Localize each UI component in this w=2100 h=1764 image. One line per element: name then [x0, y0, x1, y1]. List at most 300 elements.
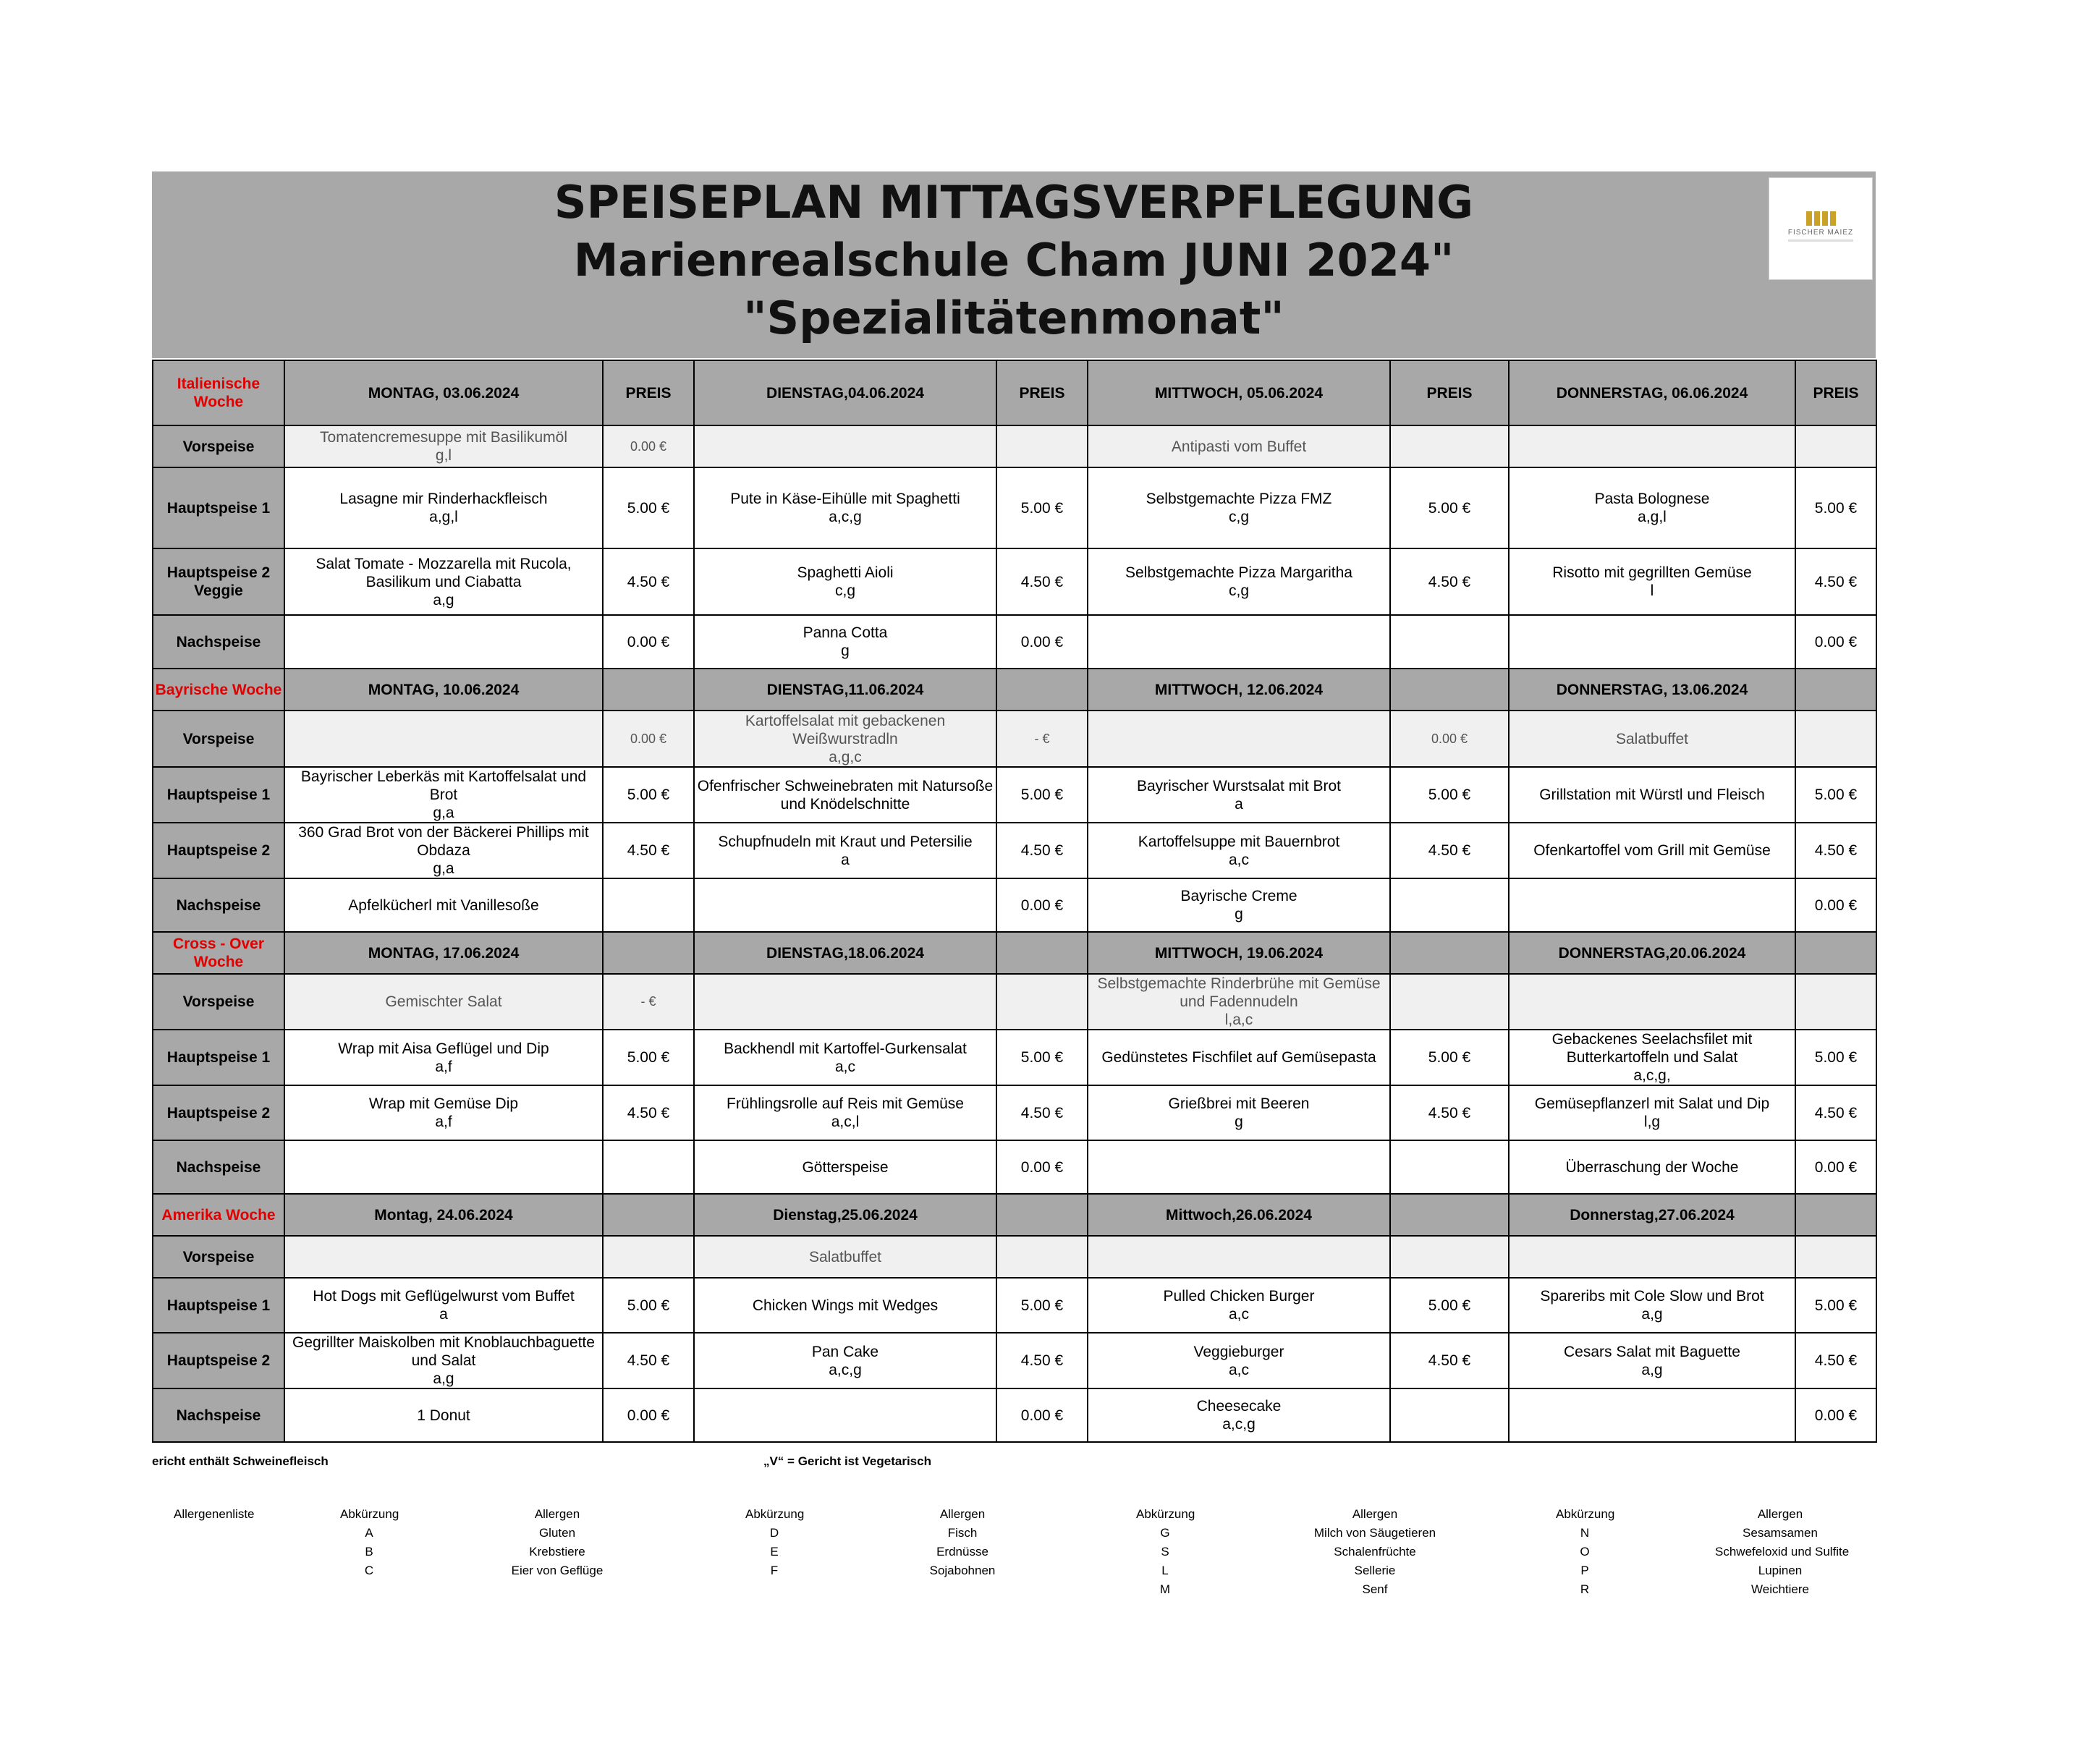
price-heading: [996, 1194, 1088, 1236]
dish-price: 4.50 €: [1390, 1333, 1509, 1388]
dish-cell: [1509, 974, 1795, 1030]
dish-price: 5.00 €: [996, 1278, 1088, 1333]
dish-cell: [284, 548, 603, 615]
course-label: Hauptspeise 2: [153, 1333, 284, 1388]
dish-cell: [694, 878, 996, 932]
dish-cell: [1088, 974, 1390, 1030]
day-heading: DONNERSTAG,20.06.2024: [1509, 932, 1795, 974]
price-heading: PREIS: [603, 360, 694, 425]
course-label: Vorspeise: [153, 974, 284, 1030]
menu-row: [153, 467, 1876, 548]
dish-name: Chicken Wings mit Wedges: [752, 1297, 939, 1314]
allergen-code: R: [1580, 1582, 1590, 1596]
dish-allergens: g,l: [435, 447, 452, 464]
dish-cell: [284, 467, 603, 548]
dish-name: 360 Grad Brot von der Bäckerei Phillips mit Obdaza: [298, 824, 589, 859]
dish-cell: [1088, 823, 1390, 878]
dish-price: 0.00 €: [996, 1388, 1088, 1442]
week-day-header-row: [153, 360, 1876, 425]
allergen-name: Krebstiere: [529, 1545, 585, 1559]
dish-name: Gedünstetes Fischfilet auf Gemüsepasta: [1101, 1049, 1376, 1066]
dish-cell: [284, 767, 603, 823]
dish-name: Selbstgemachte Pizza Margaritha: [1125, 564, 1352, 581]
dish-name: Kartoffelsalat mit gebackenen Weißwurstradln: [745, 712, 946, 747]
allergen-code: L: [1161, 1564, 1169, 1577]
dish-price: [1390, 878, 1509, 932]
dish-name: Gemischter Salat: [385, 993, 502, 1010]
price-heading: [1795, 669, 1876, 711]
dish-name: Antipasti vom Buffet: [1171, 438, 1307, 455]
dish-price: [1795, 1236, 1876, 1278]
price-heading: [1795, 1194, 1876, 1236]
dish-price: 0.00 €: [996, 878, 1088, 932]
dish-name: Gebackenes Seelachsfilet mit Butterkartoffeln und Salat: [1551, 1031, 1753, 1066]
dish-name: Selbstgemachte Rinderbrühe mit Gemüse und Fadennudeln: [1097, 975, 1381, 1010]
dish-price: 5.00 €: [996, 767, 1088, 823]
dish-cell: [694, 425, 996, 467]
pork-note: ericht enthält Schweinefleisch: [152, 1454, 329, 1468]
dish-price: [603, 1236, 694, 1278]
caterer-logo: [1769, 177, 1873, 280]
dish-price: [1390, 1388, 1509, 1442]
allergen-code-header: Abkürzung: [1136, 1507, 1195, 1521]
dish-name: Backhendl mit Kartoffel-Gurkensalat: [724, 1040, 967, 1057]
dish-cell: [1088, 467, 1390, 548]
menu-row: [153, 878, 1876, 932]
dish-price: 0.00 €: [996, 1140, 1088, 1194]
course-label: Hauptspeise 2: [153, 823, 284, 878]
dish-price: 0.00 €: [996, 615, 1088, 669]
day-heading: MITTWOCH, 05.06.2024: [1088, 360, 1390, 425]
dish-price: 5.00 €: [1795, 1278, 1876, 1333]
dish-cell: [694, 1388, 996, 1442]
allergen-code-header: Abkürzung: [1556, 1507, 1615, 1521]
allergen-name: Fisch: [947, 1526, 978, 1540]
page-subtitle: Marienrealschule Cham JUNI 2024": [573, 234, 1455, 287]
dish-allergens: a,g,l: [429, 509, 458, 525]
menu-row: [153, 1333, 1876, 1388]
allergen-code-header: Abkürzung: [745, 1507, 805, 1521]
day-heading: DONNERSTAG, 13.06.2024: [1509, 669, 1795, 711]
dish-cell: [284, 425, 603, 467]
dish-name: Hot Dogs mit Geflügelwurst vom Buffet: [313, 1288, 575, 1305]
dish-name: Überraschung der Woche: [1565, 1158, 1739, 1176]
dish-price: 5.00 €: [603, 1030, 694, 1085]
dish-price: 4.50 €: [996, 1333, 1088, 1388]
day-heading: DIENSTAG,11.06.2024: [694, 669, 996, 711]
week-name: Amerika Woche: [153, 1194, 284, 1236]
price-heading: [603, 1194, 694, 1236]
menu-row: [153, 974, 1876, 1030]
dish-cell: [1088, 1333, 1390, 1388]
dish-name: Pute in Käse-Eihülle mit Spaghetti: [730, 491, 960, 507]
page-theme: "Spezialitätenmonat": [743, 292, 1284, 344]
dish-cell: [1509, 1030, 1795, 1085]
dish-name: Spareribs mit Cole Slow und Brot: [1540, 1288, 1764, 1305]
dish-price: 0.00 €: [1795, 615, 1876, 669]
dish-cell: [1509, 615, 1795, 669]
allergen-code: M: [1159, 1582, 1171, 1596]
menu-row: [153, 767, 1876, 823]
dish-cell: [1509, 1140, 1795, 1194]
dish-cell: [1509, 711, 1795, 767]
dish-cell: [1509, 425, 1795, 467]
dish-price: [1795, 711, 1876, 767]
day-heading: MONTAG, 17.06.2024: [284, 932, 603, 974]
dish-price: 5.00 €: [603, 767, 694, 823]
allergen-name-header: Allergen: [939, 1507, 986, 1521]
menu-row: [153, 425, 1876, 467]
dish-price: [603, 1140, 694, 1194]
dish-price: [1390, 1140, 1509, 1194]
course-label: Nachspeise: [153, 615, 284, 669]
dish-cell: [284, 1388, 603, 1442]
allergen-name: Eier von Geflüge: [511, 1564, 604, 1577]
dish-price: 5.00 €: [996, 467, 1088, 548]
dish-name: Selbstgemachte Pizza FMZ: [1146, 491, 1332, 507]
dish-price: 0.00 €: [1795, 1140, 1876, 1194]
dish-name: Pasta Bolognese: [1594, 491, 1710, 507]
course-label: Vorspeise: [153, 425, 284, 467]
dish-name: Frühlingsrolle auf Reis mit Gemüse: [727, 1095, 964, 1112]
dish-cell: [1509, 823, 1795, 878]
dish-cell: [1088, 425, 1390, 467]
dish-price: [603, 878, 694, 932]
dish-allergens: a,g,l: [1638, 509, 1667, 525]
dish-price: [1795, 974, 1876, 1030]
dish-price: [996, 425, 1088, 467]
dish-cell: [1088, 878, 1390, 932]
dish-name: Tomatencremesuppe mit Basilikumöl: [320, 429, 567, 446]
dish-price: 5.00 €: [1390, 467, 1509, 548]
allergen-name: Lupinen: [1758, 1564, 1803, 1577]
dish-price: 0.00 €: [1795, 1388, 1876, 1442]
dish-cell: [1088, 1140, 1390, 1194]
dish-allergens: a,c,g,: [1633, 1067, 1671, 1084]
dish-cell: [284, 974, 603, 1030]
day-heading: MITTWOCH, 12.06.2024: [1088, 669, 1390, 711]
allergen-name: Sojabohnen: [929, 1564, 996, 1577]
dish-cell: [1088, 767, 1390, 823]
dish-cell: [694, 1085, 996, 1140]
price-heading: [996, 669, 1088, 711]
dish-cell: [284, 1085, 603, 1140]
dish-cell: [694, 823, 996, 878]
dish-allergens: c,g: [1228, 582, 1249, 599]
dish-name: Pan Cake: [811, 1343, 879, 1360]
dish-name: Ofenfrischer Schweinebraten mit Natursoße und Knödelschnitte: [697, 777, 994, 813]
dish-cell: [1088, 548, 1390, 615]
dish-allergens: a,c,l: [831, 1114, 860, 1130]
dish-price: 5.00 €: [1795, 467, 1876, 548]
course-label: Nachspeise: [153, 1388, 284, 1442]
allergen-code: C: [364, 1564, 374, 1577]
dish-price: 4.50 €: [1795, 823, 1876, 878]
dish-price: [996, 974, 1088, 1030]
dish-price: 0.00 €: [603, 615, 694, 669]
dish-cell: [1088, 615, 1390, 669]
dish-price: 5.00 €: [603, 1278, 694, 1333]
dish-cell: [694, 1236, 996, 1278]
dish-allergens: a: [841, 851, 850, 868]
course-label: Nachspeise: [153, 1140, 284, 1194]
dish-cell: [1509, 878, 1795, 932]
dish-price: 4.50 €: [603, 823, 694, 878]
allergen-name: Erdnüsse: [936, 1545, 988, 1559]
dish-price: 0.00 €: [603, 425, 694, 467]
dish-price: 4.50 €: [1795, 548, 1876, 615]
dish-cell: [284, 823, 603, 878]
dish-cell: [1509, 1236, 1795, 1278]
dish-cell: [694, 767, 996, 823]
price-heading: [603, 932, 694, 974]
allergen-code: F: [770, 1564, 779, 1577]
allergen-code-header: Abkürzung: [340, 1507, 399, 1521]
dish-price: 5.00 €: [1390, 1278, 1509, 1333]
menu-row: [153, 1140, 1876, 1194]
dish-price: - €: [996, 711, 1088, 767]
allergen-code: P: [1580, 1564, 1589, 1577]
dish-price: 4.50 €: [603, 548, 694, 615]
vegetarian-note: „V“ = Gericht ist Vegetarisch: [763, 1454, 931, 1468]
dish-price: [996, 1236, 1088, 1278]
day-heading: DIENSTAG,18.06.2024: [694, 932, 996, 974]
dish-allergens: a,g: [433, 1370, 454, 1387]
allergen-name: Schalenfrüchte: [1334, 1545, 1416, 1559]
allergen-name-header: Allergen: [1352, 1507, 1398, 1521]
course-label: Vorspeise: [153, 711, 284, 767]
dish-cell: [1088, 711, 1390, 767]
dish-name: Cesars Salat mit Baguette: [1564, 1343, 1740, 1360]
dish-cell: [284, 1236, 603, 1278]
allergen-code: O: [1580, 1545, 1590, 1559]
dish-name: Veggieburger: [1193, 1343, 1284, 1360]
allergen-name-header: Allergen: [1757, 1507, 1803, 1521]
dish-price: [1390, 425, 1509, 467]
dish-cell: [1509, 1278, 1795, 1333]
dish-cell: [694, 1030, 996, 1085]
dish-price: 4.50 €: [996, 823, 1088, 878]
dish-allergens: l,a,c: [1224, 1012, 1253, 1028]
dish-price: [1390, 1236, 1509, 1278]
dish-price: [1390, 974, 1509, 1030]
dish-cell: [1509, 467, 1795, 548]
allergen-name: Senf: [1362, 1582, 1388, 1596]
allergen-code: S: [1161, 1545, 1169, 1559]
dish-allergens: g,a: [433, 860, 454, 877]
dish-allergens: a,g: [433, 591, 454, 609]
dish-cell: [694, 1278, 996, 1333]
dish-name: Kartoffelsuppe mit Bauernbrot: [1138, 833, 1340, 850]
allergen-code: N: [1580, 1526, 1590, 1540]
week-name: Italienische Woche: [153, 360, 284, 425]
dish-name: Salatbuffet: [808, 1248, 882, 1265]
dish-allergens: a,c,g: [829, 1361, 862, 1378]
dish-name: Cheesecake: [1196, 1398, 1282, 1415]
allergen-code: D: [769, 1526, 779, 1540]
week-day-header-row: [153, 1194, 1876, 1236]
price-heading: PREIS: [1795, 360, 1876, 425]
dish-cell: [1088, 1388, 1390, 1442]
course-label: Hauptspeise 1: [153, 467, 284, 548]
menu-row: [153, 548, 1876, 615]
menu-row: [153, 823, 1876, 878]
day-heading: MONTAG, 03.06.2024: [284, 360, 603, 425]
course-label: Hauptspeise 2 Veggie: [153, 548, 284, 615]
dish-name: Salatbuffet: [1615, 730, 1689, 747]
dish-allergens: a,g,c: [829, 748, 862, 766]
dish-price: 4.50 €: [1795, 1333, 1876, 1388]
dish-price: 5.00 €: [603, 467, 694, 548]
price-heading: PREIS: [1390, 360, 1509, 425]
dish-name: 1 Donut: [417, 1407, 470, 1424]
dish-cell: [284, 711, 603, 767]
dish-price: 4.50 €: [1390, 1085, 1509, 1140]
dish-name: Grießbrei mit Beeren: [1168, 1095, 1310, 1112]
dish-name: Gegrillter Maiskolben mit Knoblauchbaguette und Salat: [292, 1334, 595, 1369]
logo-text: FISCHER MAIEZ: [1787, 229, 1854, 237]
dish-price: 4.50 €: [1795, 1085, 1876, 1140]
dish-allergens: l: [1650, 582, 1654, 599]
price-heading: [1390, 932, 1509, 974]
course-label: Hauptspeise 1: [153, 767, 284, 823]
dish-allergens: a,c: [1228, 851, 1249, 868]
day-heading: DONNERSTAG, 06.06.2024: [1509, 360, 1795, 425]
week-name: Cross - Over Woche: [153, 932, 284, 974]
course-label: Nachspeise: [153, 878, 284, 932]
allergen-code: A: [365, 1526, 373, 1540]
dish-price: 0.00 €: [603, 1388, 694, 1442]
day-heading: Montag, 24.06.2024: [284, 1194, 603, 1236]
menu-row: [153, 1278, 1876, 1333]
dish-allergens: a: [1235, 795, 1243, 813]
dish-name: Bayrische Creme: [1180, 888, 1297, 904]
course-label: Hauptspeise 2: [153, 1085, 284, 1140]
allergen-legend-title: Allergenenliste: [174, 1507, 255, 1521]
menu-row: [153, 1388, 1876, 1442]
dish-allergens: a,c,g: [829, 509, 862, 525]
dish-price: [1390, 615, 1509, 669]
dish-name: Bayrischer Wurstsalat mit Brot: [1136, 777, 1341, 794]
dish-cell: [284, 878, 603, 932]
dish-cell: [694, 1333, 996, 1388]
dish-name: Spaghetti Aioli: [797, 564, 894, 581]
dish-cell: [1509, 548, 1795, 615]
menu-row: [153, 1236, 1876, 1278]
dish-cell: [1088, 1236, 1390, 1278]
dish-allergens: a,g: [1641, 1306, 1663, 1323]
page-title: SPEISEPLAN MITTAGSVERPFLEGUNG: [554, 176, 1474, 229]
dish-price: 5.00 €: [996, 1030, 1088, 1085]
allergen-name: Sellerie: [1354, 1564, 1396, 1577]
course-label: Hauptspeise 1: [153, 1030, 284, 1085]
day-heading: MITTWOCH, 19.06.2024: [1088, 932, 1390, 974]
price-heading: [1795, 932, 1876, 974]
price-heading: [1390, 669, 1509, 711]
dish-price: 4.50 €: [1390, 823, 1509, 878]
dish-allergens: a,g: [1641, 1361, 1663, 1378]
dish-price: 4.50 €: [1390, 548, 1509, 615]
dish-cell: [1088, 1030, 1390, 1085]
dish-price: 0.00 €: [1795, 878, 1876, 932]
dish-cell: [284, 1333, 603, 1388]
dish-allergens: a: [439, 1306, 448, 1323]
dish-cell: [284, 615, 603, 669]
menu-row: [153, 711, 1876, 767]
price-heading: [996, 932, 1088, 974]
dish-cell: [694, 548, 996, 615]
allergen-name-header: Allergen: [534, 1507, 580, 1521]
dish-price: 4.50 €: [996, 548, 1088, 615]
dish-price: 5.00 €: [1390, 1030, 1509, 1085]
dish-name: Wrap mit Gemüse Dip: [368, 1095, 519, 1112]
allergen-name: Gluten: [538, 1526, 576, 1540]
day-heading: Donnerstag,27.06.2024: [1509, 1194, 1795, 1236]
dish-allergens: a,f: [435, 1058, 452, 1075]
allergen-code: E: [770, 1545, 779, 1559]
day-heading: Mittwoch,26.06.2024: [1088, 1194, 1390, 1236]
dish-price: 5.00 €: [1390, 767, 1509, 823]
dish-allergens: g: [1235, 1114, 1243, 1130]
price-heading: [1390, 1194, 1509, 1236]
dish-cell: [284, 1140, 603, 1194]
dish-name: Salat Tomate - Mozzarella mit Rucola, Basilikum und Ciabatta: [316, 555, 572, 590]
dish-price: 0.00 €: [1390, 711, 1509, 767]
dish-price: 0.00 €: [603, 711, 694, 767]
dish-name: Pulled Chicken Burger: [1163, 1288, 1315, 1305]
dish-name: Wrap mit Aisa Geflügel und Dip: [338, 1040, 549, 1057]
dish-cell: [1509, 1388, 1795, 1442]
dish-cell: [1509, 1085, 1795, 1140]
dish-price: - €: [603, 974, 694, 1030]
dish-cell: [694, 615, 996, 669]
allergen-name: Milch von Säugetieren: [1313, 1526, 1436, 1540]
dish-name: Bayrischer Leberkäs mit Kartoffelsalat und Brot: [300, 768, 587, 803]
dish-cell: [1088, 1085, 1390, 1140]
dish-cell: [694, 1140, 996, 1194]
dish-name: Gemüsepflanzerl mit Salat und Dip: [1534, 1095, 1770, 1112]
price-heading: PREIS: [996, 360, 1088, 425]
day-heading: DIENSTAG,04.06.2024: [694, 360, 996, 425]
dish-cell: [694, 711, 996, 767]
menu-row: [153, 615, 1876, 669]
menu-row: [153, 1085, 1876, 1140]
course-label: Hauptspeise 1: [153, 1278, 284, 1333]
dish-allergens: c,g: [1228, 509, 1249, 525]
dish-cell: [1509, 767, 1795, 823]
allergen-code: B: [365, 1545, 373, 1559]
dish-name: Schupfnudeln mit Kraut und Petersilie: [718, 833, 973, 850]
dish-price: 4.50 €: [603, 1333, 694, 1388]
dish-name: Götterspeise: [802, 1158, 889, 1176]
dish-cell: [284, 1278, 603, 1333]
dish-name: Risotto mit gegrillten Gemüse: [1552, 564, 1752, 581]
dish-allergens: g: [1235, 906, 1243, 923]
dish-allergens: l,g: [1643, 1114, 1661, 1130]
dish-price: 5.00 €: [1795, 1030, 1876, 1085]
dish-name: Apfelkücherl mit Vanillesoße: [348, 896, 539, 914]
dish-allergens: a,c: [1228, 1306, 1249, 1323]
week-day-header-row: [153, 669, 1876, 711]
week-day-header-row: [153, 932, 1876, 974]
dish-cell: [694, 467, 996, 548]
week-name: Bayrische Woche: [153, 669, 284, 711]
dish-price: 4.50 €: [603, 1085, 694, 1140]
dish-name: Lasagne mir Rinderhackfleisch: [339, 491, 548, 507]
menu-header: [152, 171, 1876, 358]
dish-price: 5.00 €: [1795, 767, 1876, 823]
allergen-code: G: [1160, 1526, 1170, 1540]
